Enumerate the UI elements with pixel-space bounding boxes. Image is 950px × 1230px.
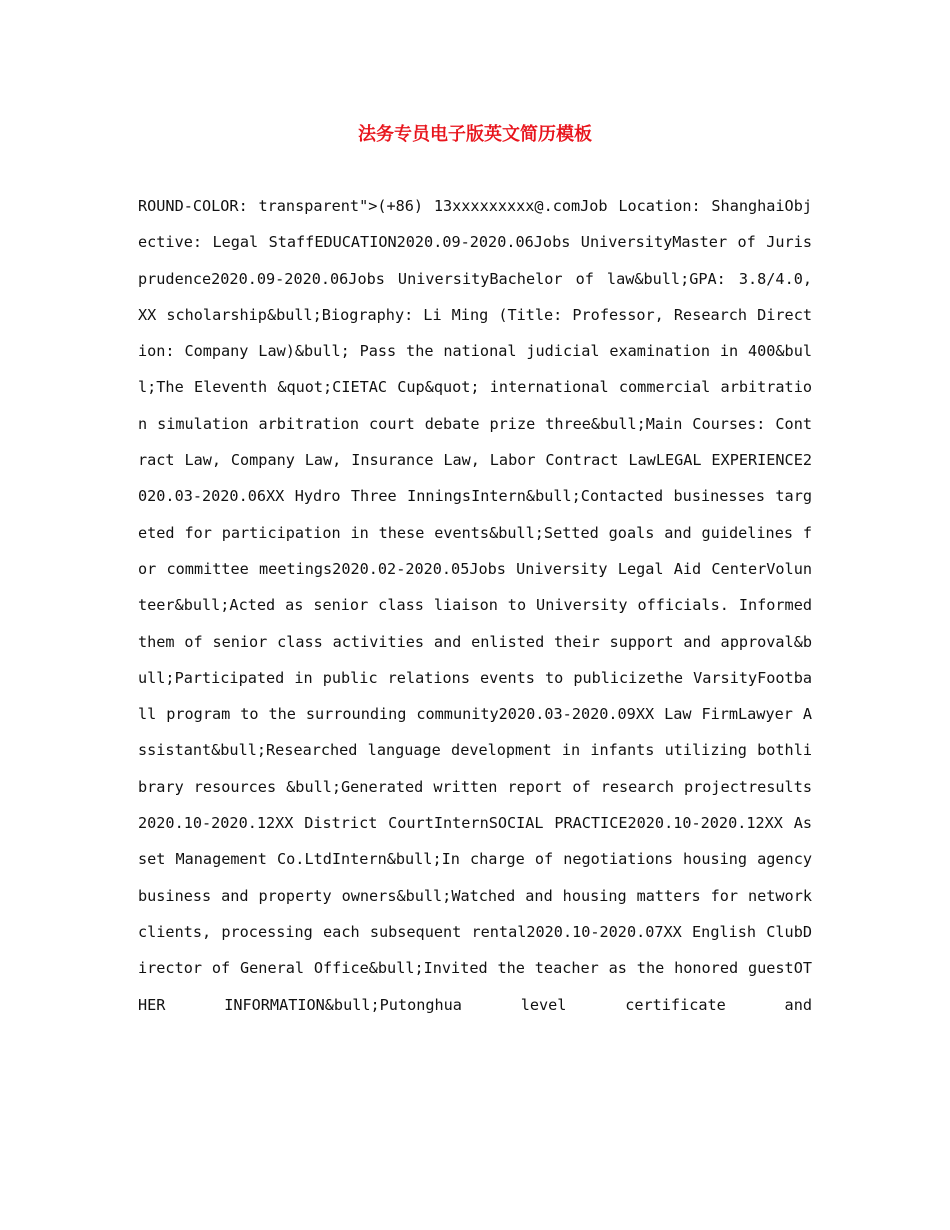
resume-body-text: ROUND-COLOR: transparent">(+86) 13xxxxxxxxx@.comJob Location: ShanghaiObjective: Legal StaffEDUCATION2020.09-2020.06Jobs UniversityMaster of Jurisprudence2020.09-2020.06Jobs UniversityBachelor of law&bull;GPA: 3.8/4.0, XX scholarship&bull;Biography: Li Ming (Title: Professor, Research Direction: Company Law)&bull; Pass the national judicial examination in 400&bull;The Eleventh &quot;CIETAC Cup&quot; international commercial arbitration simulation arbitration court debate prize three&bull;Main Courses: Contract Law, Company Law, Insurance Law, Labor Contract LawLEGAL EXPERIENCE2020.03-2020.06XX Hydro Three InningsIntern&bull;Contacted businesses targeted for participation in these events&bull;Setted goals and guidelines for committee meetings2020.02-2020.05Jobs University Legal Aid CenterVolunteer&bull;Acted as senior class liaison to University officials. Informedthem of senior class activities and enlisted their support and approval&bull;Participated in public relations events to publicizethe VarsityFootball program to the surrounding community2020.03-2020.09XX Law FirmLawyer Assistant&bull;Researched language development in infants utilizing bothlibrary resources &bull;Generated written report of research projectresults2020.10-2020.12XX District CourtInternSOCIAL PRACTICE2020.10-2020.12XX Asset Management Co.LtdIntern&bull;In charge of negotiations housing agency business and property owners&bull;Watched and housing matters for network clients, processing each subsequent rental2020.10-2020.07XX English ClubDirector of General Office&bull;Invited the teacher as the honored guestOTHER INFORMATION&bull;Putonghua level certificate and <box>138 197 812 1014</box>
document-title: 法务专员电子版英文简历模板 <box>358 124 592 145</box>
